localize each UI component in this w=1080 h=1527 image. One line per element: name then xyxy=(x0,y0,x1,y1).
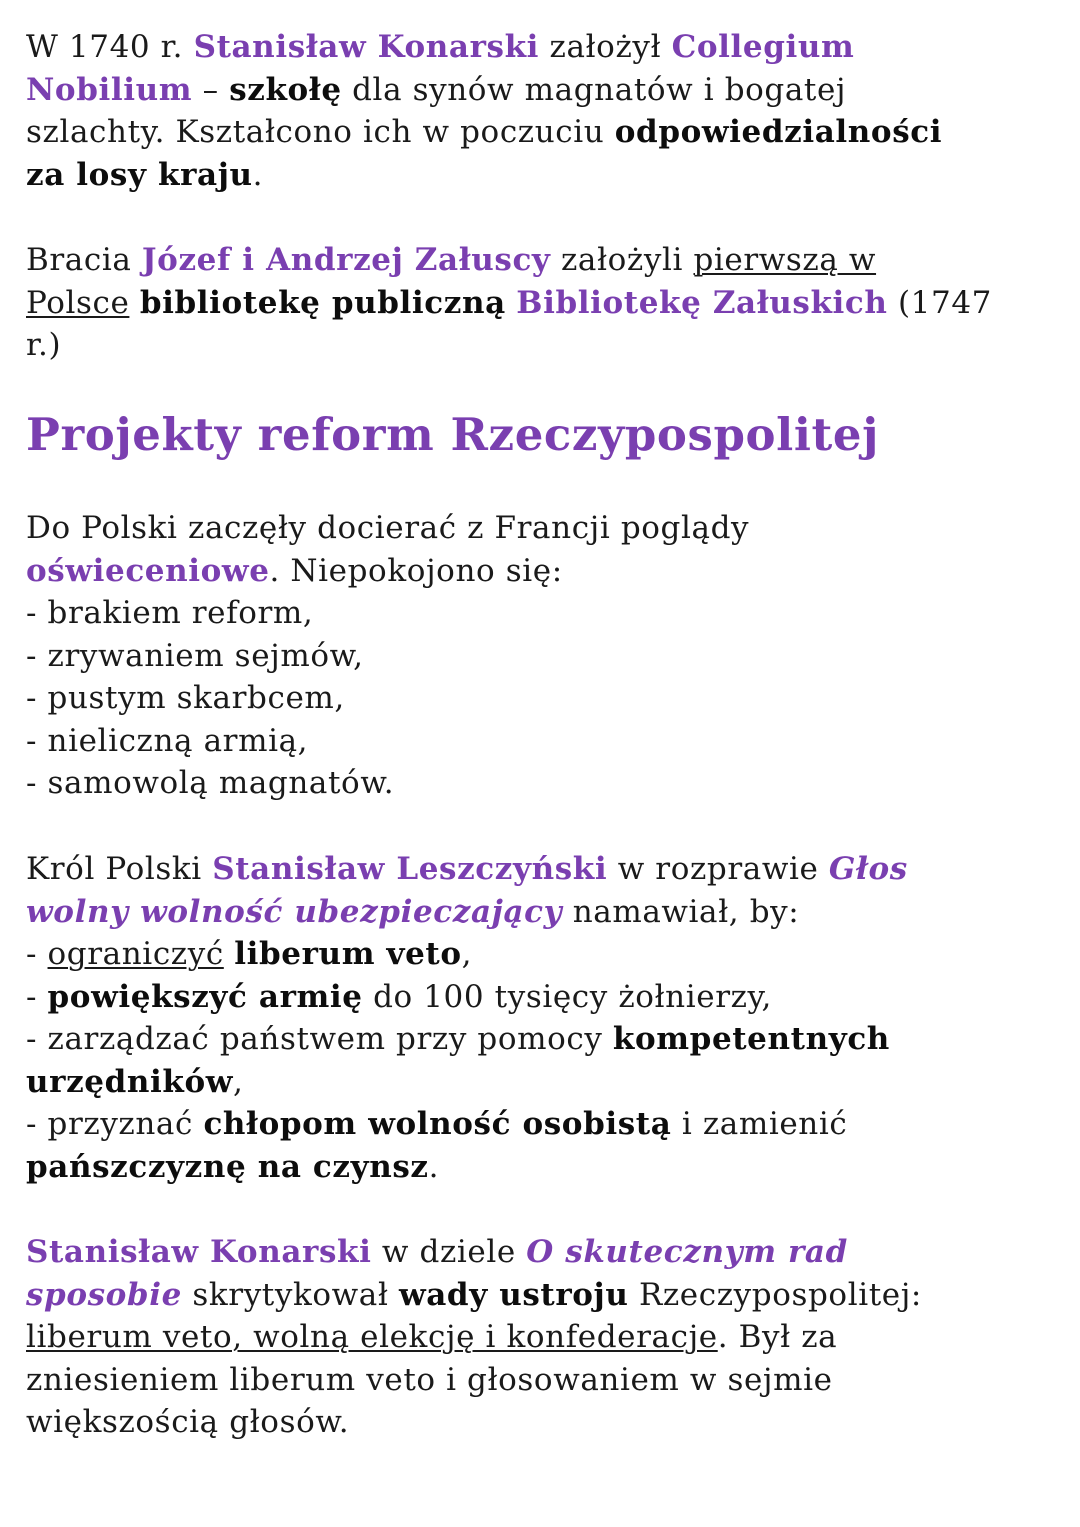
paragraph-collegium-nobilium xyxy=(26,26,1056,196)
key-term: pańszczyznę na czynsz xyxy=(26,1148,429,1185)
key-term: chłopom wolność osobistą xyxy=(203,1106,672,1142)
text-line: zniesieniem liberum veto i głosowaniem w sejmie xyxy=(26,1361,833,1398)
person-name: Stanisław Konarski xyxy=(26,1234,372,1270)
key-term: szkołę xyxy=(229,71,342,108)
text-line: Król Polski Stanisław Leszczyński w rozprawie Głos xyxy=(26,851,908,887)
underlined-phrase: Polsce xyxy=(26,284,130,321)
list-item: - nieliczną armią, xyxy=(26,722,309,759)
paragraph-leszczynski xyxy=(26,848,1056,1188)
key-term: liberum veto xyxy=(234,936,462,972)
work-title: Głos xyxy=(828,851,908,887)
list-item: - ograniczyć liberum veto, xyxy=(26,936,473,972)
underlined-phrase: liberum veto, wolną elekcję i konfederacje xyxy=(26,1319,718,1355)
text-line: sposobie skrytykował wady ustroju Rzeczypospolitej: xyxy=(26,1276,922,1313)
section-heading: Projekty reform Rzeczypospolitej xyxy=(26,408,880,461)
text-line: pańszczyznę na czynsz. xyxy=(26,1148,440,1185)
text-line: Do Polski zaczęły docierać z Francji poglądy xyxy=(26,510,750,546)
key-term: kompetentnych xyxy=(612,1021,890,1057)
text-line: Stanisław Konarski w dziele O skutecznym rad xyxy=(26,1234,848,1270)
institution-name: Nobilium xyxy=(26,71,193,108)
institution-name: Bibliotekę Załuskich xyxy=(516,284,888,321)
paragraph-enlightenment-concerns xyxy=(26,507,1056,805)
person-name: Stanisław Leszczyński xyxy=(212,851,608,887)
key-term: odpowiedzialności xyxy=(614,114,943,150)
institution-name: Collegium xyxy=(671,29,855,65)
key-term: oświeceniowe xyxy=(26,552,270,589)
key-term: wady ustroju xyxy=(398,1276,629,1313)
text-line: Polsce bibliotekę publiczną Bibliotekę Załuskich (1747 xyxy=(26,284,992,321)
list-item: - zrywaniem sejmów, xyxy=(26,637,364,674)
list-item: - samowolą magnatów. xyxy=(26,765,395,801)
text-line: Bracia Józef i Andrzej Załuscy założyli pierwszą w xyxy=(26,242,877,278)
text-line: r.) xyxy=(26,327,62,363)
underlined-phrase: ograniczyć xyxy=(47,936,224,972)
person-name: Stanisław Konarski xyxy=(193,29,540,65)
text-line: wolny wolność ubezpieczający namawiał, by: xyxy=(26,893,800,930)
text-line: za losy kraju. xyxy=(26,156,264,193)
text-line: szlachty. Kształcono ich w poczuciu odpowiedzialności xyxy=(26,114,943,150)
paragraph-zaluski-library xyxy=(26,239,1056,367)
text-line: liberum veto, wolną elekcję i konfederacje. Był za xyxy=(26,1319,838,1355)
list-item: - przyznać chłopom wolność osobistą i zamienić xyxy=(26,1106,848,1142)
text-line: Nobilium – szkołę dla synów magnatów i bogatej xyxy=(26,71,847,108)
text-line: W 1740 r. Stanisław Konarski założył Collegium xyxy=(26,29,855,65)
key-term: za losy kraju xyxy=(26,156,253,193)
work-title: wolny wolność ubezpieczający xyxy=(26,893,563,930)
list-item: - powiększyć armię do 100 tysięcy żołnierzy, xyxy=(26,978,772,1015)
list-item: - pustym skarbcem, xyxy=(26,680,345,716)
key-term: powiększyć armię xyxy=(47,978,363,1015)
paragraph-konarski-critique xyxy=(26,1231,1056,1444)
key-term: bibliotekę publiczną xyxy=(139,284,506,321)
person-name: Józef i Andrzej Załuscy xyxy=(141,242,551,278)
list-item: - brakiem reform, xyxy=(26,595,314,631)
work-title: sposobie xyxy=(26,1276,182,1313)
text-line: większością głosów. xyxy=(26,1404,350,1440)
underlined-phrase: pierwszą w xyxy=(693,242,877,278)
text-line: urzędników, xyxy=(26,1063,244,1100)
key-term: urzędników xyxy=(26,1063,234,1100)
list-item: - zarządzać państwem przy pomocy kompetentnych xyxy=(26,1021,890,1057)
text-line: oświeceniowe. Niepokojono się: xyxy=(26,552,563,589)
work-title: O skutecznym rad xyxy=(526,1234,848,1270)
